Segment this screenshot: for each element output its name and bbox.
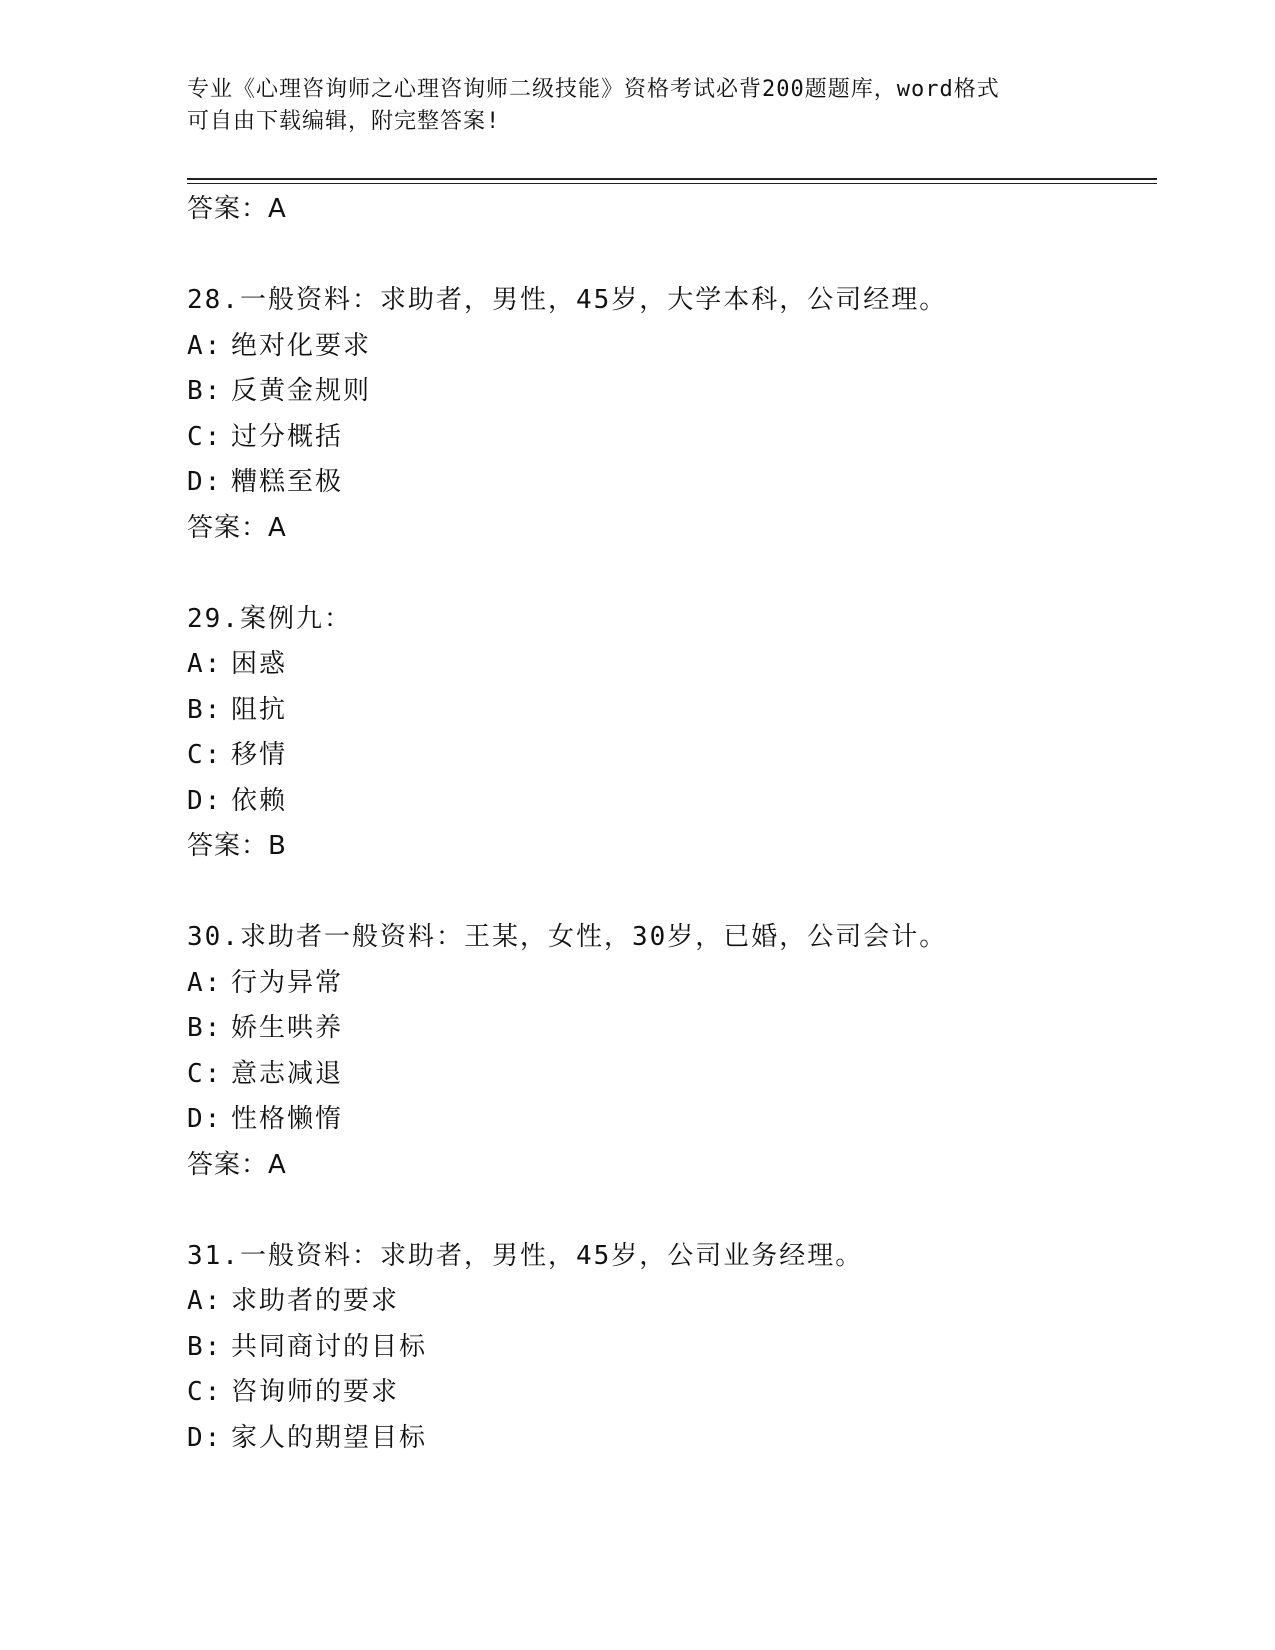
question-title: 30.求助者一般资料：王某，女性，30岁，已婚，公司会计。 (187, 922, 948, 952)
option-key: B: (187, 1331, 223, 1362)
question-list (187, 187, 1157, 1461)
option-a (187, 1279, 1157, 1325)
option-a (187, 642, 1157, 688)
option-b (187, 1325, 1157, 1371)
previous-answer: 答案：A (187, 194, 287, 224)
answer-line: 答案：A (187, 512, 287, 543)
option-a (187, 961, 1157, 1007)
question-block (187, 1234, 1157, 1462)
option-key: C: (187, 1377, 223, 1407)
header-line-2: 可自由下载编辑，附完整答案! (187, 109, 501, 134)
spacer (187, 870, 1157, 916)
answer-line: 答案：B (187, 831, 287, 861)
option-c (187, 415, 1157, 461)
question-block (187, 278, 1157, 551)
option-text: 行为异常 (231, 967, 344, 998)
option-d (187, 1416, 1157, 1462)
option-text: 求助者的要求 (231, 1286, 400, 1316)
spacer (187, 551, 1157, 597)
option-key: A: (187, 1286, 223, 1316)
answer-line: 答案：A (187, 1149, 287, 1180)
option-key: B: (187, 376, 223, 406)
option-text: 糟糕至极 (231, 467, 344, 497)
option-key: B: (187, 694, 223, 725)
option-text: 娇生哄养 (231, 1013, 344, 1043)
option-key: D: (187, 1422, 223, 1453)
option-text: 绝对化要求 (231, 330, 372, 361)
option-key: C: (187, 421, 223, 452)
option-b (187, 688, 1157, 734)
option-d (187, 460, 1157, 506)
option-text: 意志减退 (231, 1058, 344, 1089)
option-c (187, 1052, 1157, 1098)
option-text: 共同商讨的目标 (231, 1331, 428, 1362)
option-text: 困惑 (231, 649, 288, 679)
spacer (187, 233, 1157, 279)
option-key: D: (187, 785, 223, 816)
option-d (187, 1097, 1157, 1143)
option-key: A: (187, 649, 223, 679)
option-key: C: (187, 740, 223, 770)
option-text: 移情 (231, 740, 288, 770)
header-rule-thick (187, 178, 1157, 180)
question-block (187, 915, 1157, 1188)
option-key: D: (187, 1104, 223, 1134)
option-b (187, 1006, 1157, 1052)
option-text: 过分概括 (231, 421, 344, 452)
option-text: 反黄金规则 (231, 376, 372, 406)
option-text: 阻抗 (231, 694, 288, 725)
question-title: 28.一般资料：求助者，男性，45岁，大学本科，公司经理。 (187, 285, 948, 315)
option-text: 性格懒惰 (231, 1104, 344, 1134)
option-key: C: (187, 1058, 223, 1089)
option-key: A: (187, 967, 223, 998)
document-header (187, 74, 1067, 138)
option-text: 依赖 (231, 785, 288, 816)
option-b (187, 369, 1157, 415)
option-key: D: (187, 467, 223, 497)
header-rule-thin (187, 183, 1157, 184)
option-text: 咨询师的要求 (231, 1377, 400, 1407)
option-d (187, 779, 1157, 825)
option-key: B: (187, 1013, 223, 1043)
question-title: 29.案例九： (187, 603, 352, 634)
option-key: A: (187, 330, 223, 361)
question-block (187, 597, 1157, 870)
option-text: 家人的期望目标 (231, 1422, 428, 1453)
question-title: 31.一般资料：求助者，男性，45岁，公司业务经理。 (187, 1240, 864, 1271)
header-line-1: 专业《心理咨询师之心理咨询师二级技能》资格考试必背200题题库，word格式 (187, 77, 1000, 102)
spacer (187, 1188, 1157, 1234)
option-c (187, 733, 1157, 779)
option-a (187, 324, 1157, 370)
option-c (187, 1370, 1157, 1416)
